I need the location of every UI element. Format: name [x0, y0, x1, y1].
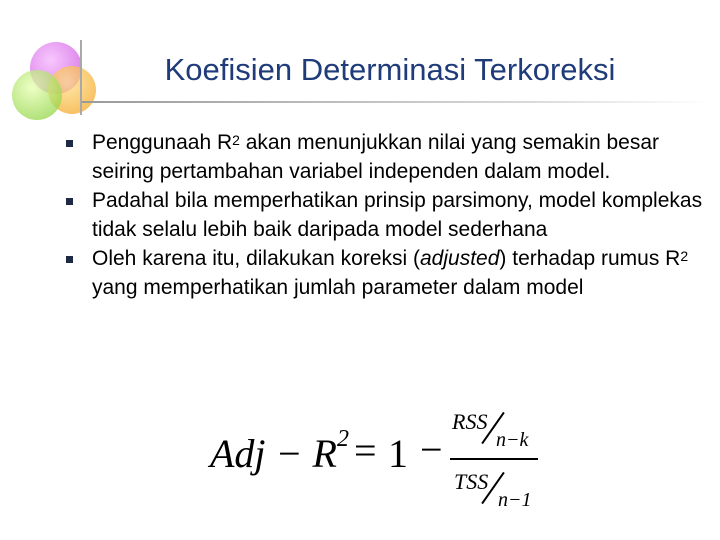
formula-lhs [210, 426, 349, 477]
formula-lhs-sup: 2 [336, 426, 349, 452]
bullet-item [60, 128, 710, 186]
fraction-bar [450, 458, 538, 460]
logo-circles [8, 40, 103, 120]
formula-numerator: RSS [452, 409, 488, 434]
formula-denominator-divisor: n−1 [498, 489, 532, 511]
square-bullet-icon [66, 140, 73, 147]
adjusted-r2-formula [210, 405, 550, 520]
vertical-divider [80, 40, 82, 115]
title-underline [82, 101, 712, 103]
square-bullet-icon [66, 198, 73, 205]
formula-one: 1 [388, 431, 408, 476]
bullet-text-post: yang memperhatikan jumlah parameter dalam model [92, 276, 584, 299]
formula-minus: − [420, 427, 443, 472]
formula-equals: = [354, 428, 377, 473]
square-bullet-icon [66, 256, 73, 263]
bullet-text-pre: Penggunaah R [92, 131, 233, 154]
slide-title: Koefisien Determinasi Terkoreksi [164, 52, 616, 87]
formula-numerator-divisor: n−k [496, 429, 529, 451]
bullet-text: Padahal bila memperhatikan prinsip parsimony, model komplekas tidak selalu lebih baik daripada model sederhana [92, 189, 703, 241]
formula-lhs-text: Adj − R [210, 431, 337, 476]
bullet-text-post: akan menunjukkan nilai yang semakin besar seiring pertambahan variabel independen dalam model. [92, 131, 659, 183]
bullet-text-mid: ) terhadap rumus R [499, 247, 681, 270]
bullet-item [60, 186, 710, 244]
bullet-list [60, 128, 710, 302]
green-circle [12, 70, 62, 120]
bullet-text-pre: Oleh karena itu, dilakukan koreksi ( [92, 247, 420, 270]
formula-denominator: TSS [454, 469, 489, 494]
bullet-item [60, 244, 710, 302]
italic-term: adjusted [420, 247, 500, 270]
superscript: 2 [680, 248, 689, 264]
superscript: 2 [232, 132, 240, 148]
